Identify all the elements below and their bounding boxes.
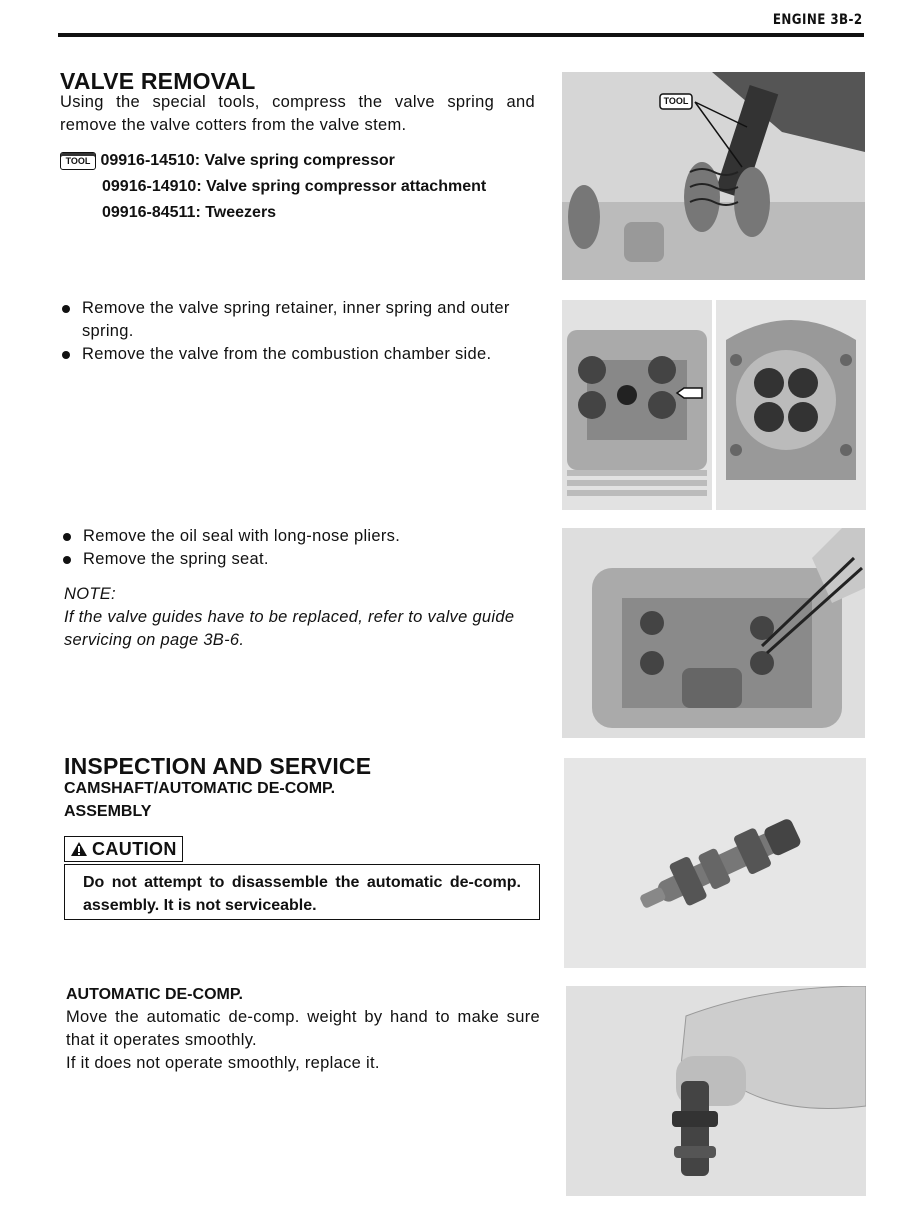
photo-camshaft-assembly [564, 758, 866, 968]
tool-name: Valve spring compressor [204, 152, 395, 169]
caution-label [64, 836, 183, 862]
page-header-title: ENGINE 3B-2 [773, 12, 863, 28]
valve-removal-intro: Using the special tools, compress the valve spring and remove the valve cotters from the valve stem. [60, 93, 535, 134]
photo-decomp-hand-test [566, 986, 866, 1196]
photo-combustion-chamber [716, 300, 866, 510]
tool-icon: TOOL [60, 152, 96, 170]
special-tools-list [60, 148, 540, 226]
list-item: Remove the spring seat. [61, 548, 541, 571]
note-text: If the valve guides have to be replaced, refer to valve guide servicing on page 3B-6. [64, 608, 515, 649]
tool-row: TOOL 09916-14510: Valve spring compressor [60, 148, 540, 174]
tool-number: 09916-14910 [102, 178, 197, 195]
note-label: NOTE: [64, 585, 116, 603]
decomp-text-2: If it does not operate smoothly, replace it. [66, 1054, 380, 1072]
tool-name: Tweezers [205, 204, 277, 221]
section-heading-inspection: INSPECTION AND SERVICE [64, 753, 372, 779]
photo-oil-seal-removal [562, 528, 865, 738]
list-item: Remove the valve spring retainer, inner spring and outer spring. [60, 297, 540, 343]
tool-number: 09916-84511 [102, 204, 196, 221]
subheading-camshaft: CAMSHAFT/AUTOMATIC DE-COMP. [64, 780, 336, 797]
subheading-assembly: ASSEMBLY [64, 803, 152, 820]
caution-box: Do not attempt to disassemble the automatic de-comp. assembly. It is not serviceable. [64, 864, 540, 920]
decomp-text: Move the automatic de-comp. weight by hand to make sure that it operates smoothly. [66, 1008, 540, 1049]
list-item: Remove the valve from the combustion chamber side. [60, 343, 540, 366]
tool-row: 09916-84511: Tweezers [102, 204, 277, 221]
section-heading-valve-removal: VALVE REMOVAL [60, 68, 256, 94]
decomp-heading: AUTOMATIC DE-COMP. [66, 986, 243, 1003]
tool-row: 09916-14910: Valve spring compressor attachment [102, 178, 487, 195]
tool-number: 09916-14510 [100, 152, 195, 169]
steps-list-a [60, 297, 540, 366]
list-item: Remove the oil seal with long-nose pliers. [61, 525, 541, 548]
caution-label-text: CAUTION [92, 839, 177, 859]
photo-tool-label: TOOL [663, 96, 689, 106]
photo-valve-spring-compressor [562, 72, 865, 280]
photo-cylinder-head-top [562, 300, 712, 510]
tool-name: Valve spring compressor attachment [206, 178, 487, 195]
header-rule [58, 33, 864, 37]
warning-icon [70, 841, 88, 857]
steps-list-b [61, 525, 541, 571]
